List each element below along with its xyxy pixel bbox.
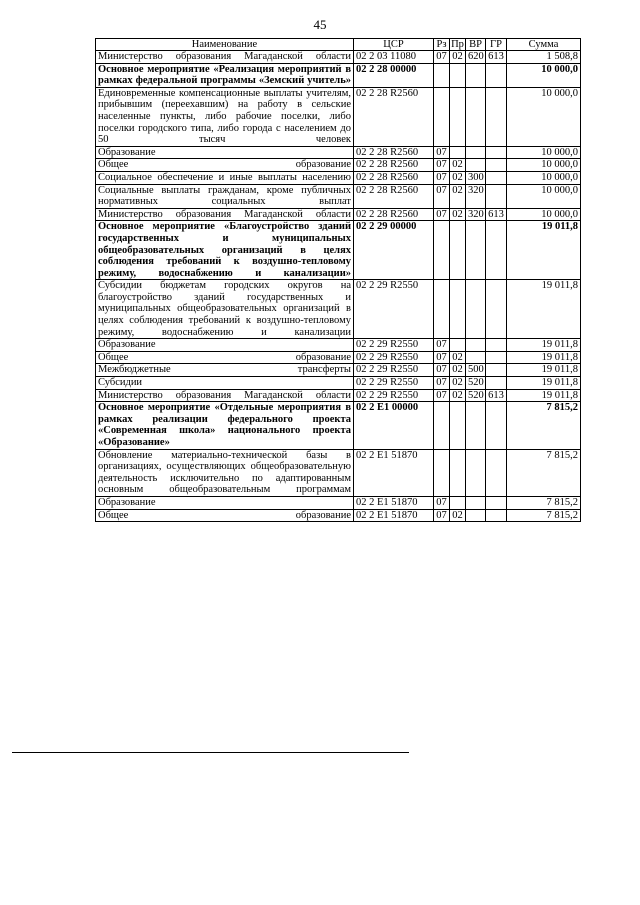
cell-pr: 02 [450,171,466,184]
cell-name: Общее образование [96,509,354,522]
cell-rz: 07 [434,496,450,509]
cell-sum: 19 011,8 [507,339,581,352]
cell-sum: 19 011,8 [507,221,581,280]
cell-sum: 7 815,2 [507,402,581,449]
cell-gr [486,280,507,339]
cell-sum: 19 011,8 [507,364,581,377]
cell-name: Основное мероприятие «Реализация мероприятий в рамках федеральной программы «Земский учитель» [96,63,354,87]
cell-vr [466,449,486,496]
cell-gr [486,509,507,522]
table-row [96,509,581,522]
cell-pr: 02 [450,377,466,390]
cell-pr [450,63,466,87]
table-row [96,402,581,449]
cell-vr [466,221,486,280]
cell-pr: 02 [450,208,466,221]
cell-pr [450,339,466,352]
cell-name: Образование [96,146,354,159]
cell-vr [466,146,486,159]
cell-vr [466,402,486,449]
cell-gr [486,63,507,87]
cell-sum: 10 000,0 [507,63,581,87]
cell-csr: 02 2 28 R2560 [354,184,434,208]
cell-name: Обновление материально-технической базы в организациях, осуществляющих общеобразовательную деятельность исключительно по адаптированным основным общеобразовательным программам [96,449,354,496]
table-row [96,63,581,87]
cell-sum: 19 011,8 [507,389,581,402]
cell-vr [466,509,486,522]
cell-sum: 7 815,2 [507,449,581,496]
cell-csr: 02 2 E1 51870 [354,496,434,509]
cell-rz: 07 [434,208,450,221]
cell-gr [486,87,507,146]
cell-csr: 02 2 28 R2560 [354,208,434,221]
table-row [96,389,581,402]
table-row [96,146,581,159]
cell-pr [450,146,466,159]
cell-csr: 02 2 29 R2550 [354,377,434,390]
cell-sum: 10 000,0 [507,208,581,221]
cell-name: Образование [96,496,354,509]
table-row [96,208,581,221]
cell-sum: 19 011,8 [507,351,581,364]
cell-pr: 02 [450,364,466,377]
cell-pr: 02 [450,184,466,208]
cell-vr: 320 [466,184,486,208]
cell-csr: 02 2 03 11080 [354,51,434,64]
cell-vr: 620 [466,51,486,64]
cell-pr: 02 [450,509,466,522]
cell-name: Образование [96,339,354,352]
cell-rz: 07 [434,364,450,377]
cell-rz: 07 [434,159,450,172]
cell-sum: 7 815,2 [507,496,581,509]
table-row [96,377,581,390]
cell-name: Министерство образования Магаданской области [96,51,354,64]
cell-rz: 07 [434,51,450,64]
cell-sum: 1 508,8 [507,51,581,64]
cell-vr [466,87,486,146]
cell-gr [486,496,507,509]
cell-sum: 19 011,8 [507,280,581,339]
cell-pr [450,496,466,509]
cell-sum: 10 000,0 [507,87,581,146]
table-row [96,364,581,377]
cell-gr [486,159,507,172]
table-row [96,351,581,364]
cell-csr: 02 2 E1 51870 [354,449,434,496]
cell-name: Субсидии бюджетам городских округов на благоустройство зданий государственных и муниципальных общеобразовательных организаций в целях соблюдения требований к воздушно-тепловому режиму, водоснабжению и канализации [96,280,354,339]
cell-gr [486,449,507,496]
cell-rz: 07 [434,351,450,364]
cell-vr [466,63,486,87]
cell-pr [450,280,466,339]
cell-pr: 02 [450,159,466,172]
table-row [96,280,581,339]
cell-rz: 07 [434,377,450,390]
cell-gr [486,339,507,352]
cell-gr [486,402,507,449]
header-name: Наименование [96,39,354,51]
cell-gr [486,351,507,364]
cell-rz: 07 [434,339,450,352]
cell-vr [466,496,486,509]
cell-gr [486,146,507,159]
cell-name: Субсидии [96,377,354,390]
cell-pr: 02 [450,351,466,364]
cell-gr: 613 [486,389,507,402]
cell-name: Основное мероприятие «Благоустройство зданий государственных и муниципальных общеобразовательных организаций в целях соблюдения требований к воздушно-тепловому режиму, водоснабжению и канализации» [96,221,354,280]
cell-csr: 02 2 28 00000 [354,63,434,87]
cell-vr: 520 [466,389,486,402]
cell-vr: 300 [466,171,486,184]
cell-name: Общее образование [96,159,354,172]
table-row [96,339,581,352]
table-row [96,221,581,280]
table-row [96,51,581,64]
cell-sum: 19 011,8 [507,377,581,390]
cell-rz [434,63,450,87]
cell-vr: 520 [466,377,486,390]
cell-gr [486,377,507,390]
cell-rz: 07 [434,146,450,159]
cell-rz [434,449,450,496]
cell-csr: 02 2 28 R2560 [354,146,434,159]
cell-name: Социальные выплаты гражданам, кроме публичных нормативных социальных выплат [96,184,354,208]
table-row [96,449,581,496]
cell-rz: 07 [434,509,450,522]
footnote-separator-line [12,752,409,753]
cell-pr [450,221,466,280]
cell-name: Общее образование [96,351,354,364]
cell-csr: 02 2 28 R2560 [354,171,434,184]
table-row [96,171,581,184]
cell-gr [486,364,507,377]
cell-rz: 07 [434,389,450,402]
cell-gr [486,221,507,280]
cell-name: Министерство образования Магаданской области [96,389,354,402]
cell-csr: 02 2 29 R2550 [354,364,434,377]
page-number: 45 [313,17,327,32]
header-pr: Пр [451,39,464,50]
cell-name: Основное мероприятие «Отдельные мероприятия в рамках реализации федерального проекта «Современная школа» национального проекта «Образование» [96,402,354,449]
header-gr: ГР [486,39,507,51]
cell-csr: 02 2 29 R2550 [354,351,434,364]
header-sum: Сумма [507,39,581,51]
cell-vr [466,280,486,339]
cell-pr [450,402,466,449]
cell-csr: 02 2 E1 00000 [354,402,434,449]
cell-vr: 320 [466,208,486,221]
cell-vr: 500 [466,364,486,377]
cell-name: Единовременные компенсационные выплаты учителям, прибывшим (переехавшим) на работу в сельские населенные пункты, либо рабочие поселки, либо поселки городского типа, либо города с населением до 50 тысяч человек [96,87,354,146]
budget-table [95,38,581,522]
table-row [96,496,581,509]
cell-csr: 02 2 29 R2550 [354,389,434,402]
cell-rz [434,87,450,146]
cell-vr [466,159,486,172]
cell-name: Межбюджетные трансферты [96,364,354,377]
cell-gr [486,184,507,208]
cell-rz [434,280,450,339]
cell-csr: 02 2 28 R2560 [354,87,434,146]
cell-csr: 02 2 29 R2550 [354,280,434,339]
cell-rz: 07 [434,184,450,208]
cell-name: Министерство образования Магаданской области [96,208,354,221]
cell-pr: 02 [450,389,466,402]
cell-csr: 02 2 E1 51870 [354,509,434,522]
cell-vr [466,339,486,352]
table-row [96,87,581,146]
cell-csr: 02 2 28 R2560 [354,159,434,172]
cell-sum: 10 000,0 [507,146,581,159]
cell-sum: 10 000,0 [507,184,581,208]
cell-gr [486,171,507,184]
cell-rz: 07 [434,171,450,184]
cell-rz [434,221,450,280]
table-header-row [96,39,581,51]
cell-pr [450,87,466,146]
cell-csr: 02 2 29 R2550 [354,339,434,352]
cell-sum: 10 000,0 [507,171,581,184]
cell-vr [466,351,486,364]
cell-rz [434,402,450,449]
cell-sum: 10 000,0 [507,159,581,172]
cell-pr [450,449,466,496]
cell-gr: 613 [486,51,507,64]
table-row [96,184,581,208]
cell-pr: 02 [450,51,466,64]
cell-csr: 02 2 29 00000 [354,221,434,280]
cell-sum: 7 815,2 [507,509,581,522]
table-row [96,159,581,172]
header-csr: ЦСР [354,39,434,51]
cell-name: Социальное обеспечение и иные выплаты населению [96,171,354,184]
header-vr: ВР [466,39,486,51]
cell-gr: 613 [486,208,507,221]
header-rz: Рз [434,39,450,51]
